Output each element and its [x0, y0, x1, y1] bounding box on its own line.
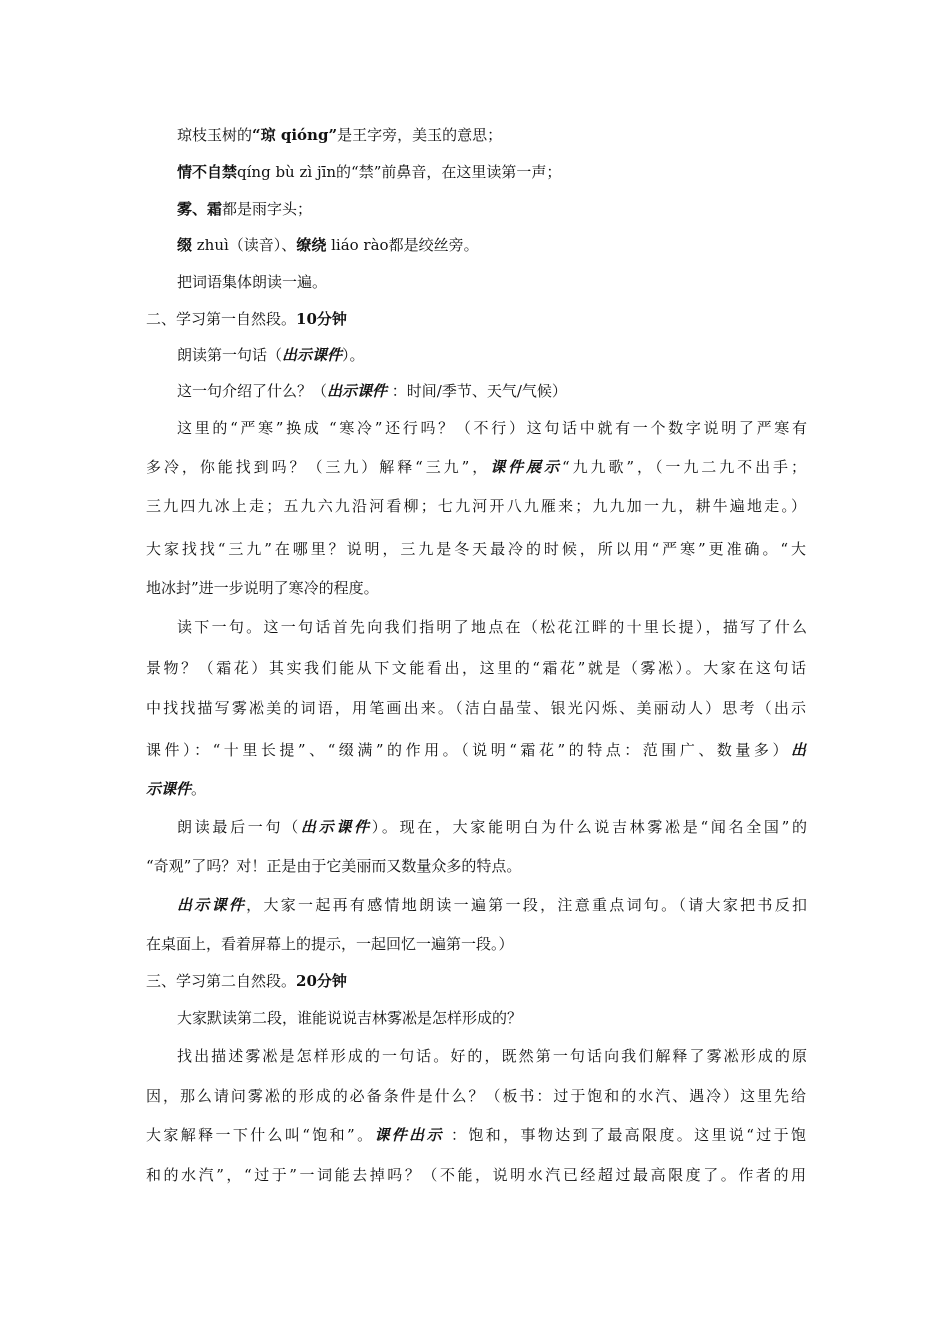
- text: qíng bù zì jīn的“禁”前鼻音，在这里读第一声；: [237, 163, 562, 181]
- paragraph-line: 景物？（霜花）其实我们能从下文能看出，这里的“霜花”就是（雾凇）。大家在这句话: [146, 659, 806, 677]
- paragraph-line: [177, 345, 365, 365]
- text: 课件）：“十里长提”、“缀满”的作用。（说明“霜花”的特点：范围广、数量多）: [146, 741, 791, 759]
- heading-text: 二、学习第一自然段。: [146, 310, 297, 328]
- courseware-cue: 课件出示: [374, 1126, 444, 1144]
- paragraph-line: [146, 740, 806, 760]
- text: 多冷，你能找到吗？（三九）解释“三九”，: [146, 458, 491, 476]
- paragraph-line: [146, 1125, 806, 1145]
- text: zhuì（读音）、: [192, 236, 297, 254]
- vocab-line-zhui: [177, 235, 479, 255]
- paragraph-line: 这里的“严寒”换成 “寒冷”还行吗？（不行）这句话中就有一个数字说明了严寒有: [177, 419, 807, 437]
- text: ）。: [342, 346, 365, 364]
- courseware-cue: 出示课件: [327, 382, 388, 400]
- text: 都是雨字头；: [222, 200, 313, 218]
- text: 是王字旁，美玉的意思；: [337, 126, 503, 144]
- paragraph-line: [146, 779, 206, 799]
- paragraph-line: 三九四九冰上走；五九六九沿河看柳；七九河开八九雁来；九九加一九，耕牛遍地走。）: [146, 497, 806, 515]
- courseware-cue: 出: [790, 741, 806, 759]
- text: 朗读第一句话（: [177, 346, 283, 364]
- text: liáo rào都是绞丝旁。: [326, 236, 479, 254]
- courseware-cue: 示课件: [146, 780, 192, 798]
- courseware-cue: 出示课件: [177, 896, 247, 914]
- text: 朗读最后一句（: [177, 818, 301, 836]
- paragraph-line: 把词语集体朗读一遍。: [177, 273, 328, 291]
- paragraph-line: [146, 457, 806, 477]
- paragraph-line: 读下一句。这一句话首先向我们指明了地点在（松花江畔的十里长提），描写了什么: [177, 618, 807, 636]
- text: ：饱和，事物达到了最高限度。这里说“过于饱: [443, 1126, 806, 1144]
- text: “九九歌”，（一九二九不出手；: [561, 458, 806, 476]
- courseware-cue: 出示课件: [300, 818, 372, 836]
- text: 琼枝玉树的: [177, 126, 253, 144]
- text: ：时间/季节、天气/气候）: [387, 382, 567, 400]
- paragraph-line: 在桌面上，看着屏幕上的提示，一起回忆一遍第一段。）: [146, 935, 514, 953]
- vocab-line-wu-shuang: [177, 199, 312, 219]
- paragraph-line: [177, 381, 567, 401]
- paragraph-line: [177, 817, 807, 837]
- text: 。: [191, 780, 207, 798]
- paragraph-line: [177, 895, 807, 915]
- courseware-cue: 课件展示: [490, 458, 562, 476]
- bold-term: 缭绕: [296, 236, 327, 254]
- text: 大家解释一下什么叫“饱和”。: [146, 1126, 375, 1144]
- paragraph-line: 中找找描写雾凇美的词语，用笔画出来。（洁白晶莹、银光闪烁、美丽动人）思考（出示: [146, 699, 806, 717]
- section-heading-3: [146, 971, 347, 991]
- bold-term: “琼 qióng”: [252, 126, 338, 144]
- bold-term: 雾、霜: [177, 200, 223, 218]
- courseware-cue: 出示课件: [282, 346, 343, 364]
- text: 这一句介绍了什么？（: [177, 382, 328, 400]
- paragraph-line: 地冰封”进一步说明了寒冷的程度。: [146, 579, 379, 597]
- paragraph-line: 大家找找“三九”在哪里？说明，三九是冬天最冷的时候，所以用“严寒”更准确。“大: [146, 540, 806, 558]
- text: ，大家一起再有感情地朗读一遍第一段，注意重点词句。（请大家把书反扣: [246, 896, 807, 914]
- heading-time: 10分钟: [296, 310, 347, 328]
- section-heading-2: [146, 309, 347, 329]
- text: ）。现在，大家能明白为什么说吉林雾凇是“闻名全国”的: [371, 818, 807, 836]
- heading-time: 20分钟: [296, 972, 347, 990]
- bold-term: 情不自禁: [177, 163, 238, 181]
- vocab-line-qiong: [177, 125, 502, 145]
- paragraph-line: 和的水汽”，“过于”一词能去掉吗？（不能，说明水汽已经超过最高限度了。作者的用: [146, 1166, 806, 1184]
- paragraph-line: 找出描述雾凇是怎样形成的一句话。好的，既然第一句话向我们解释了雾凇形成的原: [177, 1047, 807, 1065]
- paragraph-line: 因，那么请问雾凇的形成的必备条件是什么？（板书：过于饱和的水汽、遇冷）这里先给: [146, 1087, 806, 1105]
- bold-term: 缀: [177, 236, 193, 254]
- paragraph-line: “奇观”了吗？对！正是由于它美丽而又数量众多的特点。: [146, 857, 522, 875]
- paragraph-line: 大家默读第二段，谁能说说吉林雾凇是怎样形成的？: [177, 1009, 523, 1027]
- vocab-line-jin: [177, 162, 561, 182]
- heading-text: 三、学习第二自然段。: [146, 972, 297, 990]
